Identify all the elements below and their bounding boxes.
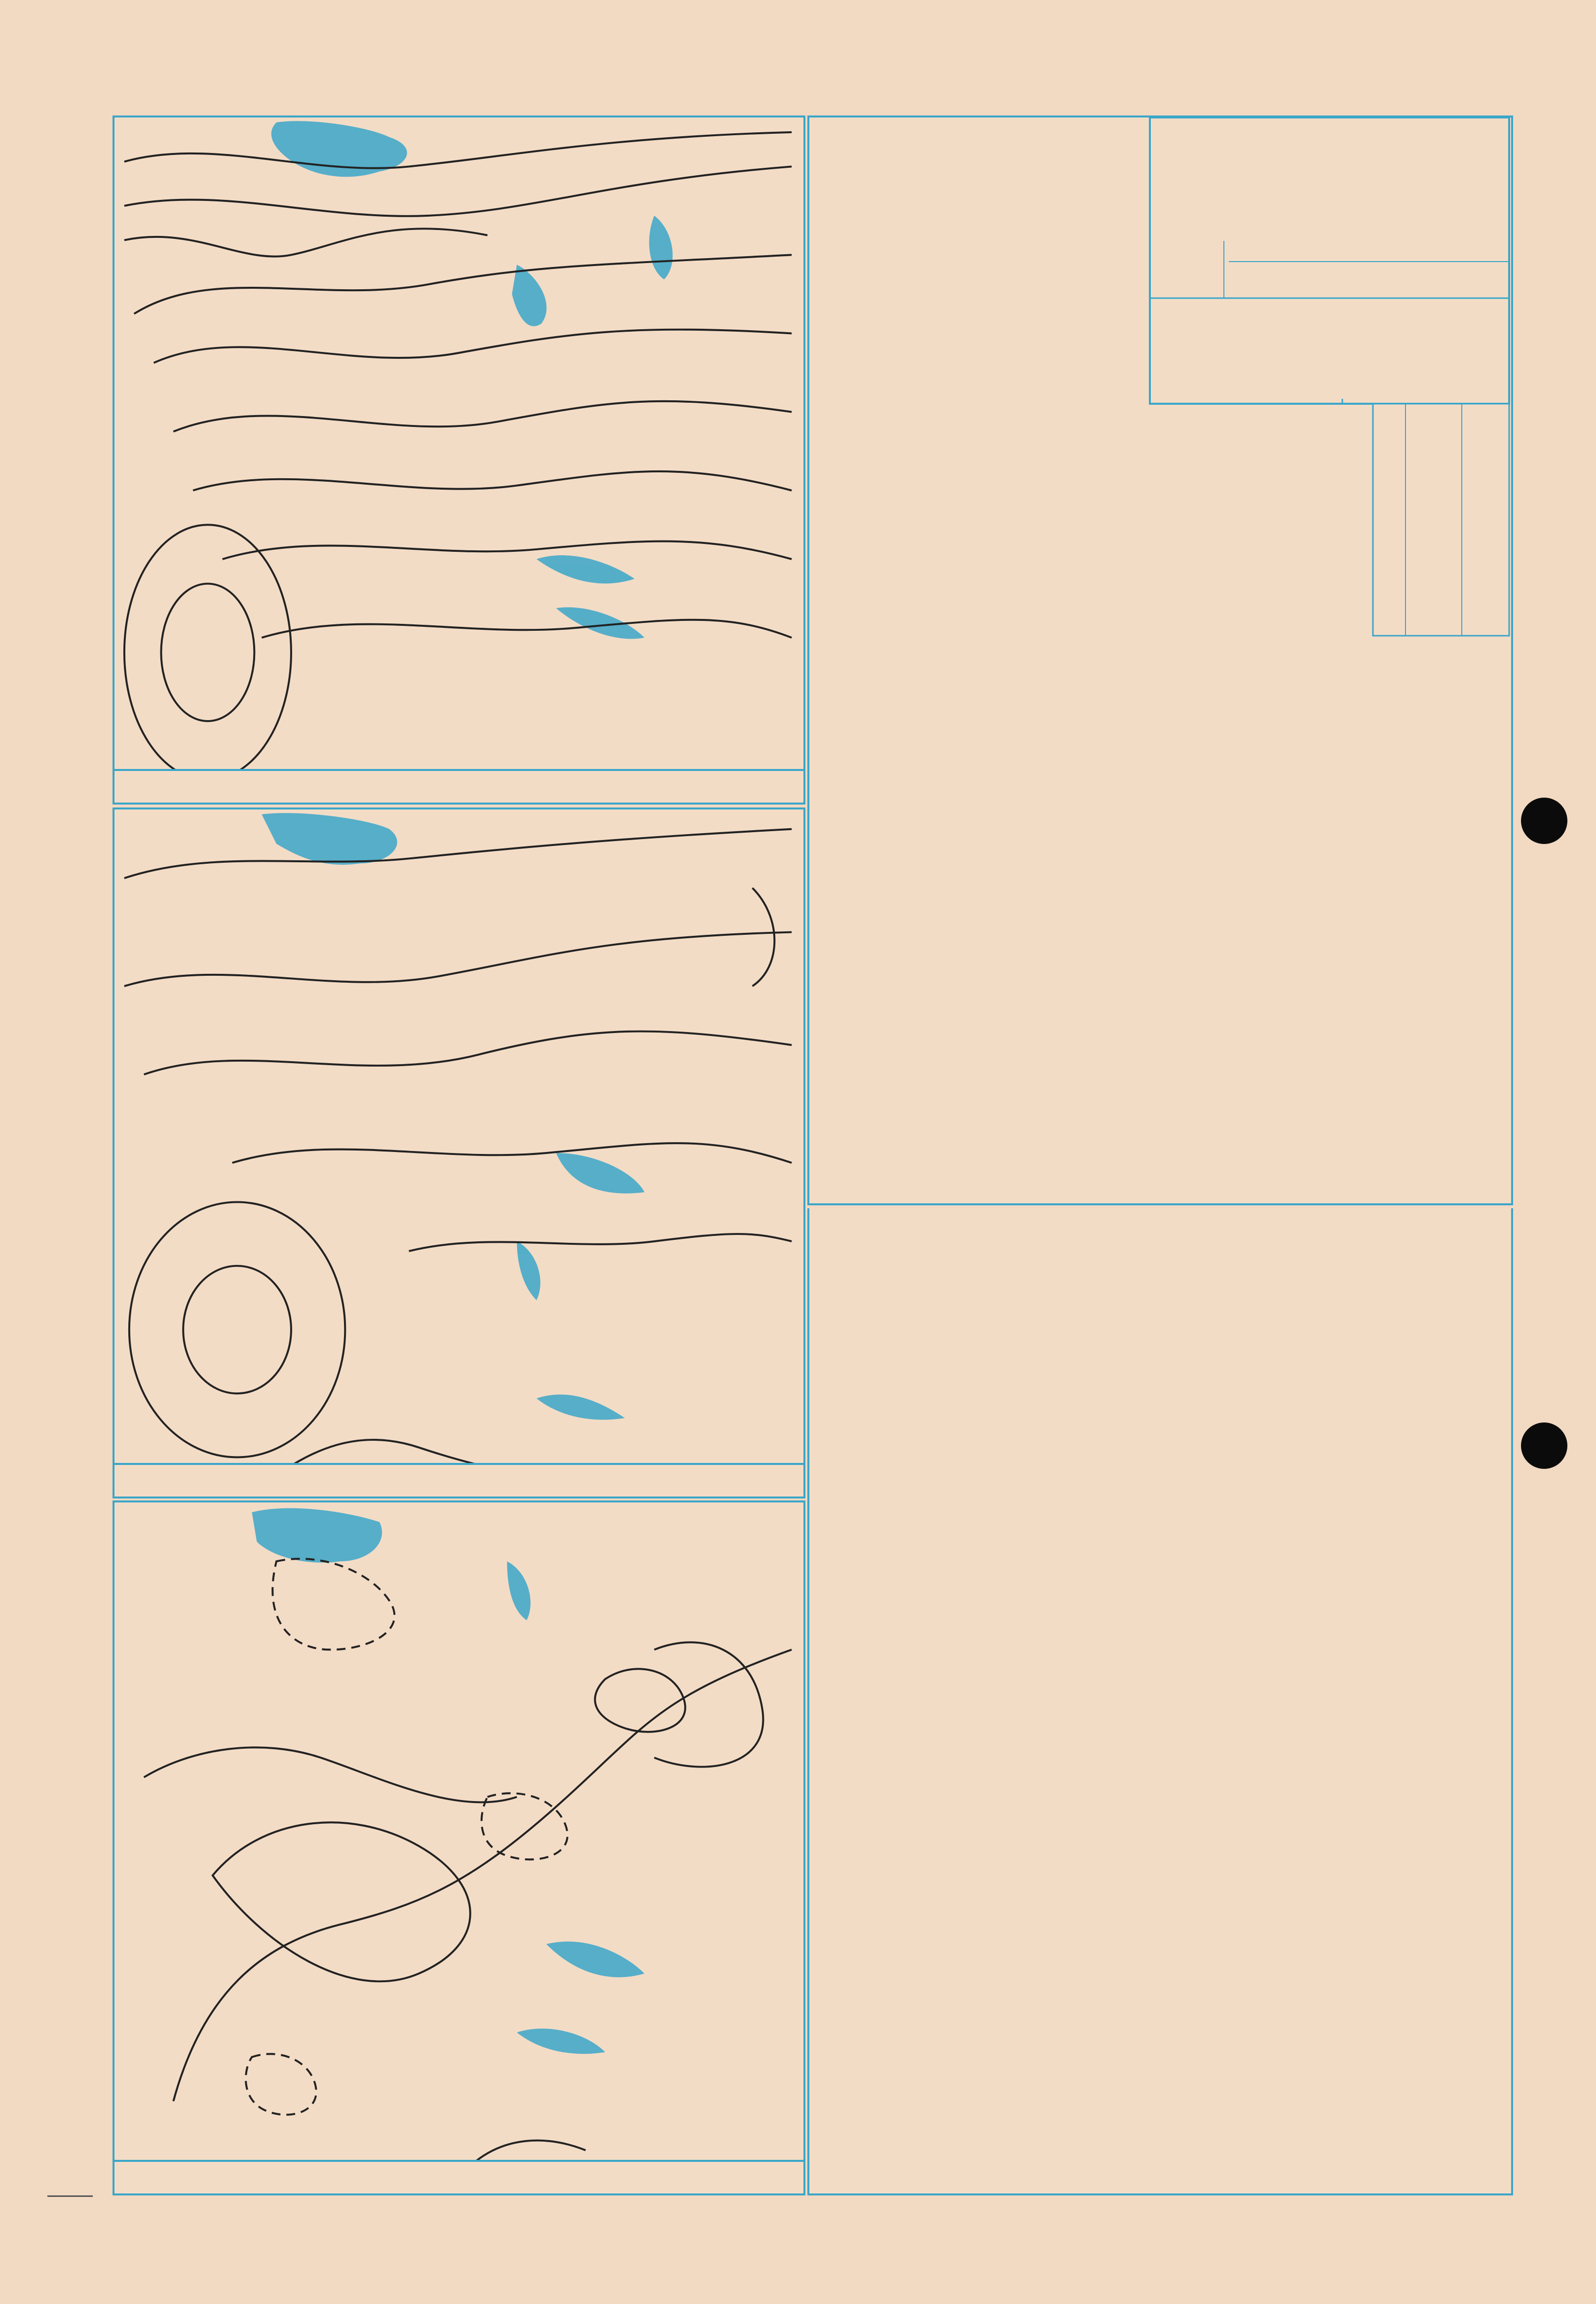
map-500mbar (113, 115, 805, 805)
map-850mbar-drawing (114, 809, 803, 1497)
map-pressure-change (113, 1500, 805, 2195)
punch-hole-top (1521, 798, 1567, 844)
map-500mbar-drawing (114, 117, 803, 803)
header-box (1150, 117, 1509, 404)
map2-caption (114, 1463, 803, 1497)
punch-hole-bottom (1521, 1422, 1567, 1469)
weather-text-panel (807, 1208, 1513, 2195)
sounding-chart (807, 115, 1513, 1205)
map3-caption (114, 2160, 803, 2193)
wind-table (1373, 404, 1509, 636)
sounding-diagram (809, 117, 1511, 1203)
edge-mark (47, 2195, 93, 2197)
map-pressure-change-drawing (114, 1502, 803, 2193)
map1-caption (114, 769, 803, 803)
map-850mbar (113, 807, 805, 1498)
